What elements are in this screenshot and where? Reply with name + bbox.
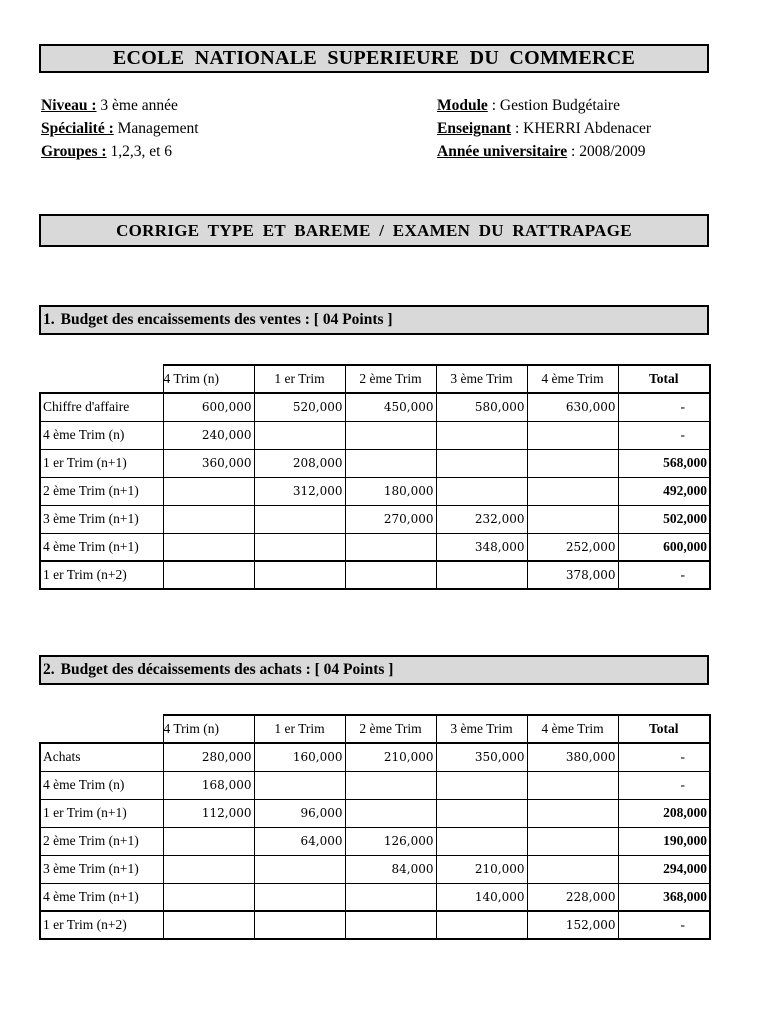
table-row <box>40 855 710 883</box>
table-cell: 112,000 <box>163 799 254 827</box>
annee-line <box>437 140 651 163</box>
table-cell: 208,000 <box>254 449 345 477</box>
sales-receipts-table <box>39 364 711 590</box>
column-header: 2 ème Trim <box>345 365 436 393</box>
table-row <box>40 743 710 771</box>
table-cell: 380,000 <box>527 743 618 771</box>
module-line <box>437 94 651 117</box>
row-label: 4 ème Trim (n) <box>40 421 163 449</box>
course-info-right <box>437 94 651 163</box>
column-header: 1 er Trim <box>254 715 345 743</box>
section-2-heading: Budget des décaissements des achats : [ 04 Points ] <box>60 661 394 678</box>
specialite-value: Management <box>113 120 199 137</box>
table-cell <box>163 855 254 883</box>
table-cell <box>254 421 345 449</box>
row-total: - <box>618 771 710 799</box>
table-header-row <box>40 715 710 743</box>
row-total: 600,000 <box>618 533 710 561</box>
table-cell <box>527 505 618 533</box>
table-row <box>40 561 710 589</box>
table-cell <box>254 533 345 561</box>
row-label: 2 ème Trim (n+1) <box>40 477 163 505</box>
table-cell <box>527 855 618 883</box>
table-row <box>40 799 710 827</box>
table-cell <box>163 911 254 939</box>
table-row <box>40 393 710 421</box>
specialite-label: Spécialité : <box>41 120 114 137</box>
row-label: Chiffre d'affaire <box>40 393 163 421</box>
table-row <box>40 477 710 505</box>
row-total: 492,000 <box>618 477 710 505</box>
column-header: Total <box>618 365 710 393</box>
table-row <box>40 505 710 533</box>
table-cell <box>527 477 618 505</box>
table-cell: 520,000 <box>254 393 345 421</box>
table-cell <box>163 505 254 533</box>
row-total: - <box>618 911 710 939</box>
table-cell: 210,000 <box>345 743 436 771</box>
header-corner <box>40 715 163 743</box>
table-cell <box>527 449 618 477</box>
row-total: 368,000 <box>618 883 710 911</box>
table-cell: 312,000 <box>254 477 345 505</box>
module-value: : Gestion Budgétaire <box>487 97 620 114</box>
table-cell <box>345 799 436 827</box>
row-label: Achats <box>40 743 163 771</box>
column-header: 3 ème Trim <box>436 715 527 743</box>
table-cell <box>436 771 527 799</box>
row-total: 190,000 <box>618 827 710 855</box>
column-header: 4 ème Trim <box>527 715 618 743</box>
row-total: - <box>618 743 710 771</box>
table-cell <box>254 771 345 799</box>
exam-subtitle: CORRIGE TYPE ET BAREME / EXAMEN DU RATTRAPAGE <box>39 214 709 247</box>
table-cell <box>254 505 345 533</box>
column-header: 4 Trim (n) <box>163 715 254 743</box>
table-cell: 280,000 <box>163 743 254 771</box>
table-cell: 240,000 <box>163 421 254 449</box>
table-cell: 140,000 <box>436 883 527 911</box>
row-total: - <box>618 421 710 449</box>
table-cell <box>527 827 618 855</box>
section-1-title <box>39 305 709 335</box>
table-row <box>40 771 710 799</box>
table-row <box>40 449 710 477</box>
enseignant-label: Enseignant <box>437 120 512 137</box>
table-cell <box>345 911 436 939</box>
table-cell: 126,000 <box>345 827 436 855</box>
row-label: 1 er Trim (n+2) <box>40 561 163 589</box>
table-cell <box>436 477 527 505</box>
table-cell: 232,000 <box>436 505 527 533</box>
table-cell <box>254 883 345 911</box>
table-cell <box>163 561 254 589</box>
row-label: 4 ème Trim (n) <box>40 771 163 799</box>
annee-label: Année universitaire <box>437 143 568 160</box>
row-label: 1 er Trim (n+1) <box>40 799 163 827</box>
column-header: 2 ème Trim <box>345 715 436 743</box>
table-cell <box>254 561 345 589</box>
table-cell: 580,000 <box>436 393 527 421</box>
table-cell <box>436 449 527 477</box>
table-cell <box>345 449 436 477</box>
column-header: Total <box>618 715 710 743</box>
niveau-value: 3 ème année <box>96 97 178 114</box>
table-cell <box>436 827 527 855</box>
section-1-number: 1. <box>43 311 55 328</box>
column-header: 4 ème Trim <box>527 365 618 393</box>
table-row <box>40 911 710 939</box>
school-title: ECOLE NATIONALE SUPERIEURE DU COMMERCE <box>39 44 709 73</box>
table-cell: 252,000 <box>527 533 618 561</box>
row-label: 2 ème Trim (n+1) <box>40 827 163 855</box>
table-cell: 168,000 <box>163 771 254 799</box>
row-total: 568,000 <box>618 449 710 477</box>
table-cell: 96,000 <box>254 799 345 827</box>
row-total: 294,000 <box>618 855 710 883</box>
groupes-label: Groupes : <box>41 143 107 160</box>
table-cell <box>436 911 527 939</box>
table-cell: 270,000 <box>345 505 436 533</box>
table-cell <box>163 883 254 911</box>
table-cell: 630,000 <box>527 393 618 421</box>
row-label: 3 ème Trim (n+1) <box>40 505 163 533</box>
table-cell <box>527 799 618 827</box>
table-cell <box>436 421 527 449</box>
table-header-row <box>40 365 710 393</box>
table-cell: 160,000 <box>254 743 345 771</box>
table-cell <box>254 855 345 883</box>
niveau-line <box>41 94 199 117</box>
specialite-line <box>41 117 199 140</box>
groupes-line <box>41 140 199 163</box>
groupes-value: 1,2,3, et 6 <box>106 143 173 160</box>
table-cell <box>345 561 436 589</box>
row-label: 4 ème Trim (n+1) <box>40 533 163 561</box>
section-2-number: 2. <box>43 661 55 678</box>
row-total: - <box>618 561 710 589</box>
row-label: 1 er Trim (n+1) <box>40 449 163 477</box>
table-cell: 600,000 <box>163 393 254 421</box>
enseignant-value: : KHERRI Abdenacer <box>511 120 651 137</box>
table-cell <box>345 883 436 911</box>
table-cell <box>527 771 618 799</box>
table-cell: 450,000 <box>345 393 436 421</box>
niveau-label: Niveau : <box>41 97 97 114</box>
table-cell <box>163 477 254 505</box>
table-cell <box>163 827 254 855</box>
row-total: 208,000 <box>618 799 710 827</box>
table-cell <box>254 911 345 939</box>
header-corner <box>40 365 163 393</box>
table-cell <box>436 561 527 589</box>
section-1-heading: Budget des encaissements des ventes : [ 04 Points ] <box>60 311 393 328</box>
table-cell: 210,000 <box>436 855 527 883</box>
table-cell: 228,000 <box>527 883 618 911</box>
enseignant-line <box>437 117 651 140</box>
course-info-left <box>41 94 199 163</box>
column-header: 4 Trim (n) <box>163 365 254 393</box>
table-cell <box>345 533 436 561</box>
table-cell <box>345 421 436 449</box>
table-cell <box>436 799 527 827</box>
module-label: Module <box>437 97 488 114</box>
table-cell: 84,000 <box>345 855 436 883</box>
section-2-title <box>39 655 709 685</box>
table-cell <box>527 421 618 449</box>
annee-value: : 2008/2009 <box>567 143 646 160</box>
row-label: 4 ème Trim (n+1) <box>40 883 163 911</box>
table-row <box>40 883 710 911</box>
table-row <box>40 827 710 855</box>
row-label: 1 er Trim (n+2) <box>40 911 163 939</box>
table-cell: 360,000 <box>163 449 254 477</box>
table-row <box>40 421 710 449</box>
table-cell: 64,000 <box>254 827 345 855</box>
table-cell <box>345 771 436 799</box>
row-total: 502,000 <box>618 505 710 533</box>
column-header: 1 er Trim <box>254 365 345 393</box>
table-cell: 180,000 <box>345 477 436 505</box>
purchase-payments-table <box>39 714 711 940</box>
row-label: 3 ème Trim (n+1) <box>40 855 163 883</box>
table-cell: 348,000 <box>436 533 527 561</box>
row-total: - <box>618 393 710 421</box>
column-header: 3 ème Trim <box>436 365 527 393</box>
table-cell: 152,000 <box>527 911 618 939</box>
table-cell: 378,000 <box>527 561 618 589</box>
table-row <box>40 533 710 561</box>
table-cell: 350,000 <box>436 743 527 771</box>
table-cell <box>163 533 254 561</box>
